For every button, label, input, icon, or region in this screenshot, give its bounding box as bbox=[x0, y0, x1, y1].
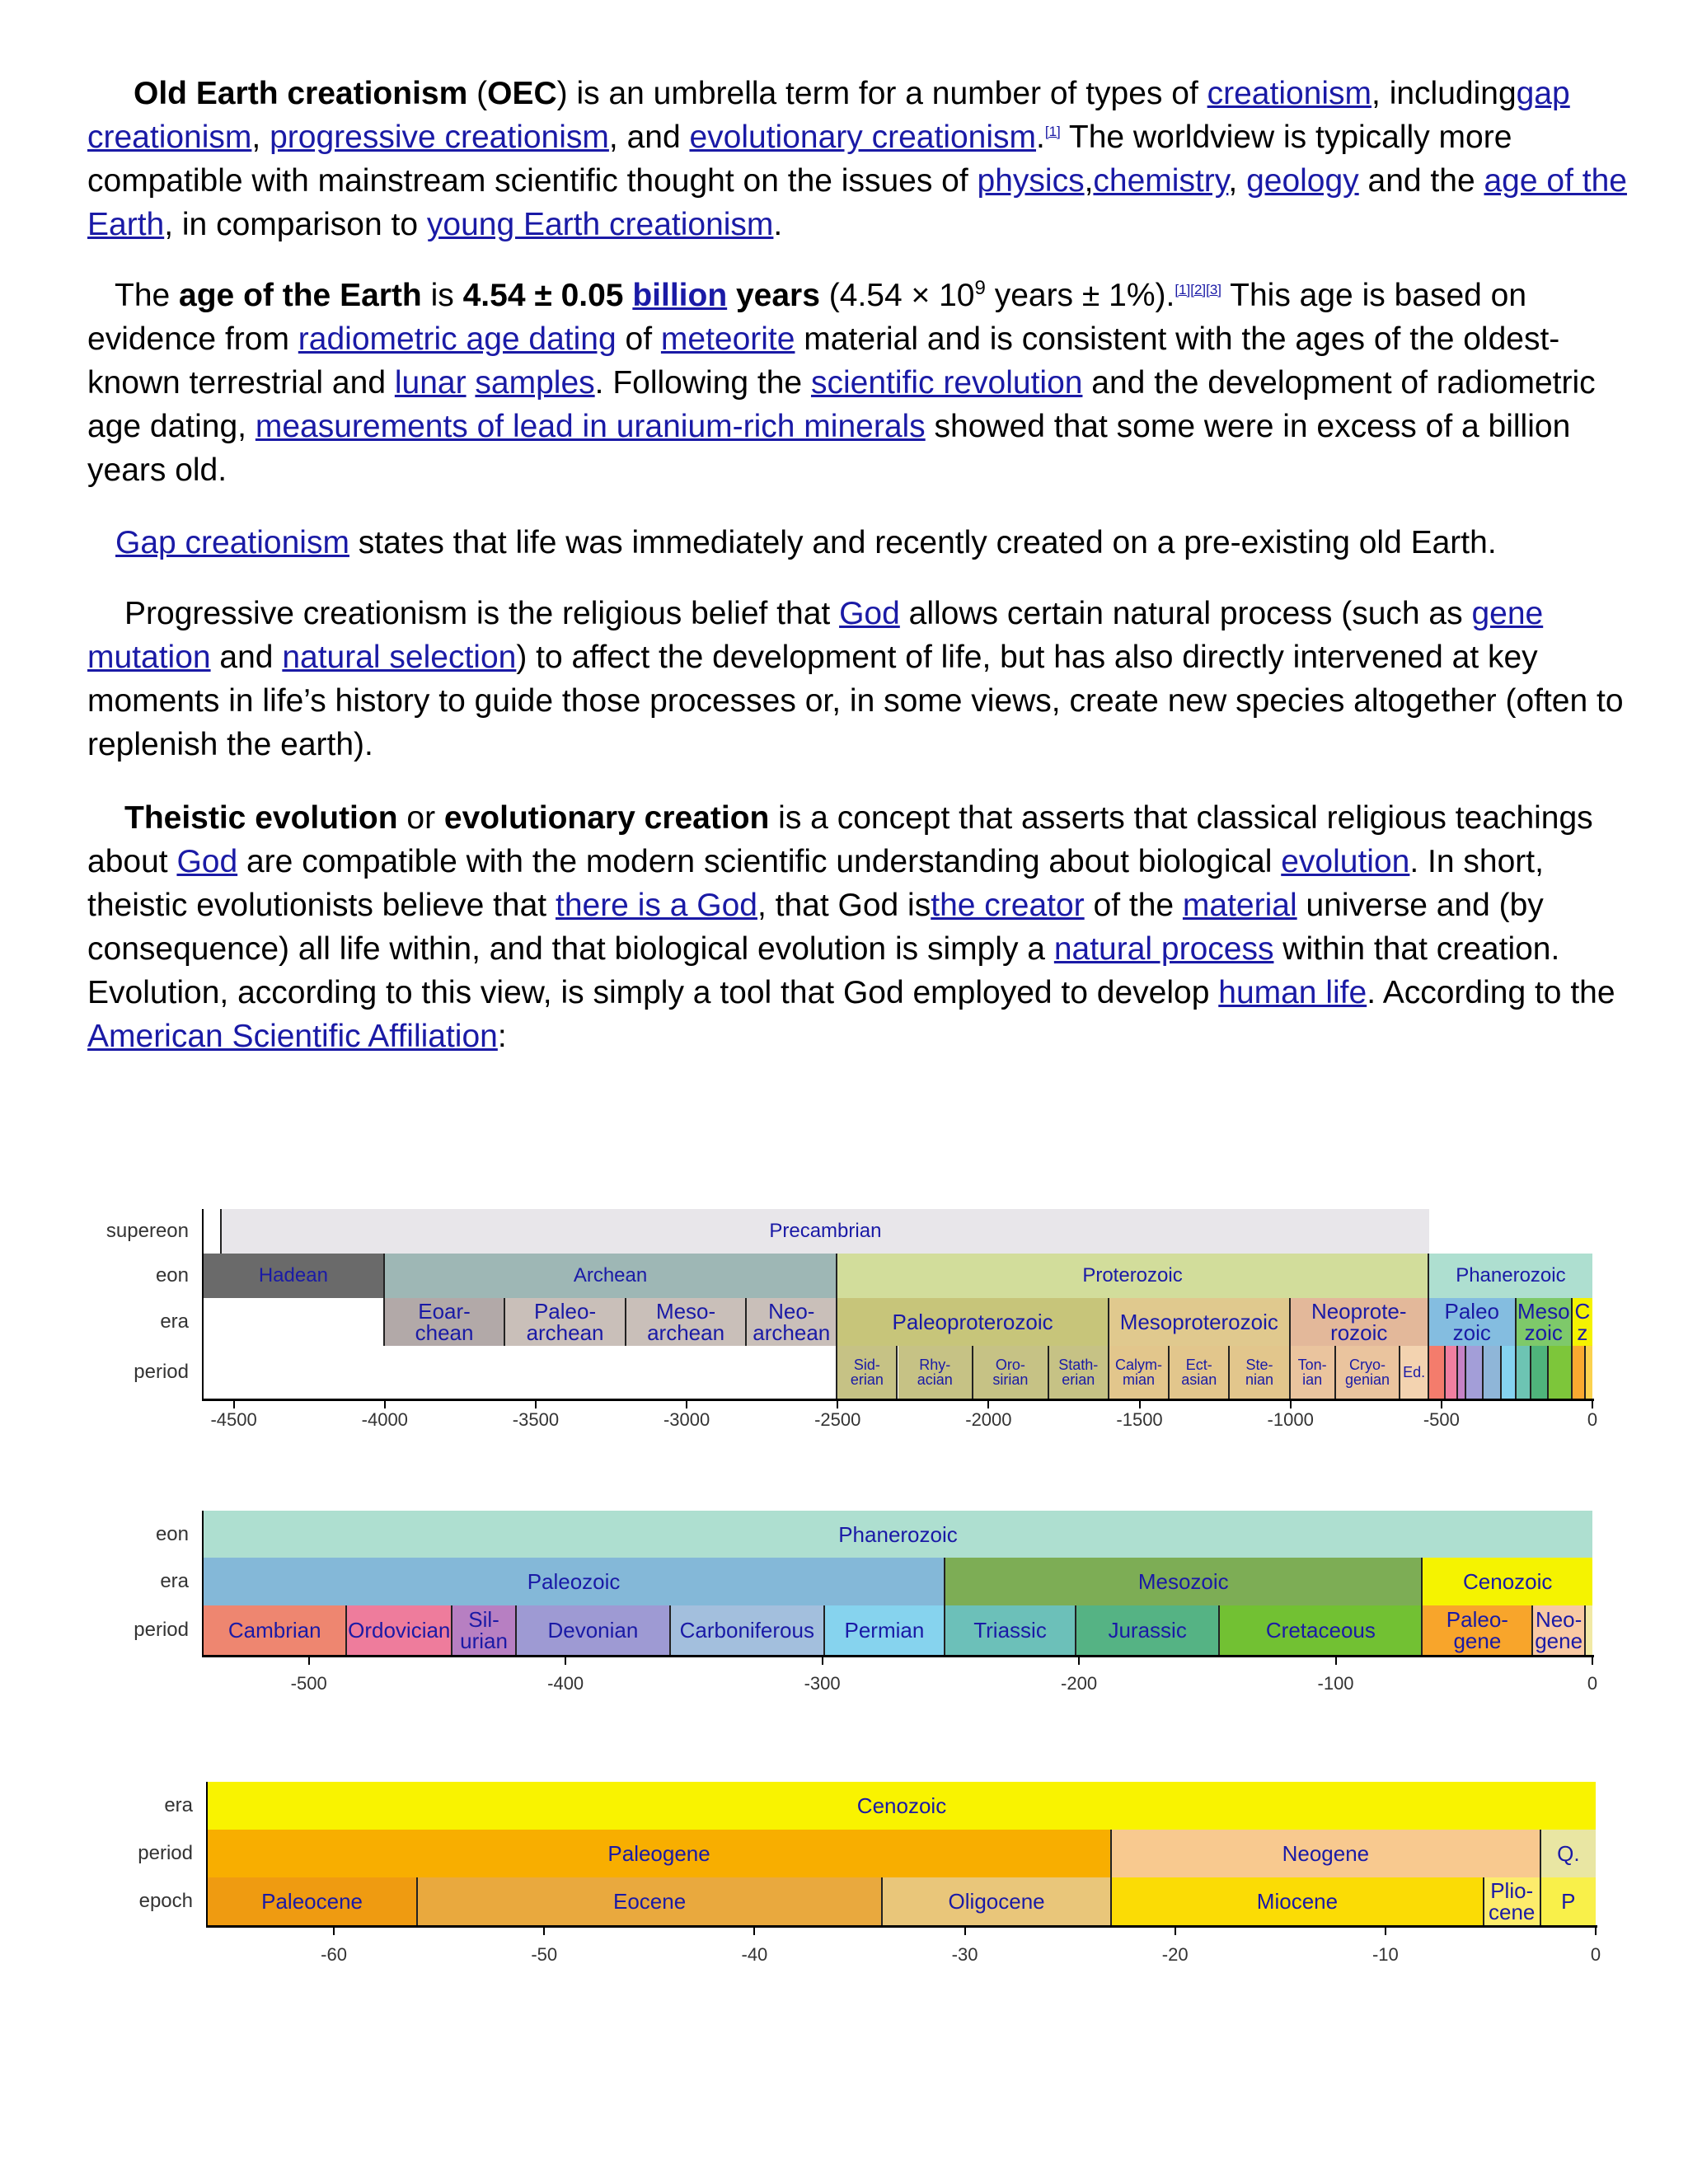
timeline-cell-sid-erian[interactable]: Sid- erian bbox=[837, 1346, 898, 1399]
tick-label: -2500 bbox=[814, 1409, 861, 1430]
row-label-eon: eon bbox=[155, 1264, 189, 1286]
link-gap-creationism-2[interactable]: Gap creationism bbox=[115, 525, 349, 560]
timeline-cell-neogene[interactable]: Neogene bbox=[1112, 1830, 1541, 1877]
timeline-cell-paleo-archean[interactable]: Paleo- archean bbox=[505, 1298, 626, 1346]
timeline-cell-stath-erian[interactable]: Stath- erian bbox=[1049, 1346, 1109, 1399]
link-american-scientific-affiliation[interactable]: American Scientific Affiliation bbox=[87, 1019, 498, 1054]
text: material and is consistent with the ages of the oldest-known terrestrial and bbox=[87, 321, 1560, 401]
link-god-2[interactable]: God bbox=[176, 844, 238, 879]
link-material[interactable]: material bbox=[1182, 888, 1297, 923]
text: (4.54 × 10 bbox=[819, 278, 975, 313]
row-label-period: period bbox=[138, 1842, 193, 1864]
timeline-cell-cryo-genian[interactable]: Cryo- genian bbox=[1336, 1346, 1401, 1399]
text: , bbox=[251, 120, 270, 155]
timeline-cell-meso-zoic[interactable]: Meso zoic bbox=[1517, 1298, 1573, 1346]
tick-mark bbox=[308, 1657, 310, 1665]
timeline-cell-neo-archean[interactable]: Neo- archean bbox=[747, 1298, 837, 1346]
tick-label: -60 bbox=[321, 1944, 347, 1965]
text: are compatible with the modern scientific understanding about biological bbox=[237, 844, 1282, 879]
timeline-cell-blank bbox=[204, 1209, 222, 1254]
timeline-cell-blank bbox=[204, 1346, 837, 1399]
tick-label: -3000 bbox=[663, 1409, 710, 1430]
term-age-value: 4.54 ± 0.05 bbox=[462, 278, 633, 313]
timeline-cell-cambrian[interactable]: Cambrian bbox=[204, 1605, 347, 1655]
text: . In short, theistic evolutionists believe that bbox=[87, 844, 1544, 923]
timeline-cell-ste-nian[interactable]: Ste- nian bbox=[1230, 1346, 1290, 1399]
tick-mark bbox=[1290, 1400, 1292, 1408]
link-geology[interactable]: geology bbox=[1246, 163, 1359, 199]
text: , bbox=[1084, 163, 1094, 199]
tick-label: -300 bbox=[804, 1673, 841, 1694]
link-radiometric-age-dating[interactable]: radiometric age dating bbox=[298, 321, 617, 357]
timeline-cell-blank bbox=[204, 1298, 385, 1346]
link-physics[interactable]: physics bbox=[977, 163, 1085, 199]
link-evolutionary-creationism[interactable]: evolutionary creationism bbox=[689, 120, 1037, 155]
text: , and bbox=[608, 120, 690, 155]
timeline-cell-p[interactable]: P bbox=[1541, 1877, 1596, 1925]
timeline-cell-miocene[interactable]: Miocene bbox=[1112, 1877, 1484, 1925]
tick-label: -30 bbox=[951, 1944, 978, 1965]
timeline-cell-oligocene[interactable]: Oligocene bbox=[883, 1877, 1112, 1925]
timeline-cell-cenozoic[interactable]: Cenozoic bbox=[208, 1782, 1596, 1830]
link-scientific-revolution[interactable]: scientific revolution bbox=[810, 365, 1083, 401]
timeline-cell-precambrian[interactable]: Precambrian bbox=[222, 1209, 1429, 1254]
link-there-is-a-god[interactable]: there is a God bbox=[555, 888, 757, 923]
tick-mark bbox=[1592, 1657, 1593, 1665]
text: and bbox=[210, 640, 283, 675]
citation-1[interactable]: [1] bbox=[1044, 124, 1061, 139]
text: is bbox=[421, 278, 463, 313]
tick-mark bbox=[753, 1927, 755, 1935]
term-old-earth-creationism: Old Earth creationism bbox=[134, 76, 468, 111]
timeline-cell-cenozoic[interactable]: Cenozoic bbox=[1423, 1558, 1592, 1605]
timeline-cell-proterozoic[interactable]: Proterozoic bbox=[837, 1254, 1429, 1298]
timeline-cell-cretaceous[interactable]: Cretaceous bbox=[1220, 1605, 1423, 1655]
tick-label: -1500 bbox=[1116, 1409, 1163, 1430]
tick-label: -200 bbox=[1061, 1673, 1098, 1694]
text bbox=[467, 365, 476, 401]
tick-label: 0 bbox=[1590, 1944, 1601, 1965]
row-label-epoch: epoch bbox=[138, 1890, 193, 1912]
text: . bbox=[1036, 120, 1045, 155]
text: or bbox=[397, 800, 444, 836]
timeline-cell-hadean[interactable]: Hadean bbox=[204, 1254, 385, 1298]
link-progressive-creationism[interactable]: progressive creationism bbox=[270, 120, 609, 155]
link-age-of-the-earth[interactable]: age of the Earth bbox=[87, 163, 1627, 242]
text: , bbox=[1228, 163, 1247, 199]
tick-label: -500 bbox=[290, 1673, 327, 1694]
link-human-life[interactable]: human life bbox=[1218, 975, 1367, 1010]
row-label-era: era bbox=[160, 1570, 189, 1592]
link-god[interactable]: God bbox=[839, 596, 900, 631]
timeline-cell-blank bbox=[1586, 1605, 1592, 1655]
timeline-cell-paleo-gene[interactable]: Paleo- gene bbox=[1423, 1605, 1533, 1655]
timeline-cell-rhy-acian[interactable]: Rhy- acian bbox=[898, 1346, 974, 1399]
link-natural-selection[interactable]: natural selection bbox=[282, 640, 517, 675]
timeline-cell-mesoproterozoic[interactable]: Mesoproterozoic bbox=[1109, 1298, 1291, 1346]
row-label-era: era bbox=[164, 1794, 193, 1816]
link-chemistry[interactable]: chemistry bbox=[1093, 163, 1229, 199]
timeline-cell-mesozoic[interactable]: Mesozoic bbox=[945, 1558, 1423, 1605]
link-evolution[interactable]: evolution bbox=[1281, 844, 1410, 879]
tick-mark bbox=[837, 1400, 838, 1408]
timeline-cell-blank bbox=[1586, 1346, 1592, 1399]
row-label-era: era bbox=[160, 1310, 189, 1333]
tick-mark bbox=[384, 1400, 386, 1408]
timeline-cell-meso-archean[interactable]: Meso- archean bbox=[626, 1298, 748, 1346]
axis-left-line bbox=[202, 1209, 204, 1399]
tick-mark bbox=[543, 1927, 545, 1935]
text: , that God is bbox=[757, 888, 931, 923]
axis-left-line bbox=[202, 1511, 204, 1655]
text: ) is an umbrella term for a number of types of bbox=[556, 76, 1207, 111]
timeline-cell-blank bbox=[1549, 1346, 1573, 1399]
timeline-cell-calym-mian[interactable]: Calym- mian bbox=[1109, 1346, 1170, 1399]
text: . bbox=[773, 207, 783, 242]
timeline-cell-ton-ian[interactable]: Ton- ian bbox=[1291, 1346, 1336, 1399]
timeline-cell-plio-cene[interactable]: Plio- cene bbox=[1484, 1877, 1541, 1925]
text: states that life was immediately and recently created on a pre-existing old Earth. bbox=[349, 525, 1497, 560]
timeline-cell-blank bbox=[1484, 1346, 1502, 1399]
timeline-cell-paleozoic[interactable]: Paleozoic bbox=[204, 1558, 945, 1605]
text: This age is based on evidence from bbox=[87, 278, 1527, 357]
axis-left-line bbox=[206, 1782, 208, 1925]
term-years: years bbox=[727, 278, 820, 313]
tick-mark bbox=[1139, 1400, 1141, 1408]
tick-mark bbox=[535, 1400, 537, 1408]
text: is a concept that asserts that classical religious teachings about bbox=[87, 800, 1593, 879]
timeline-cell-neoprote-rozoic[interactable]: Neoprote- rozoic bbox=[1291, 1298, 1429, 1346]
timeline-cell-permian[interactable]: Permian bbox=[825, 1605, 945, 1655]
tick-label: -100 bbox=[1317, 1673, 1354, 1694]
timeline-cell-phanerozoic[interactable]: Phanerozoic bbox=[1429, 1254, 1592, 1298]
term-oec: OEC bbox=[487, 76, 557, 111]
tick-mark bbox=[565, 1657, 566, 1665]
tick-label: -2000 bbox=[965, 1409, 1012, 1430]
timeline-cell-blank bbox=[1446, 1346, 1458, 1399]
tick-mark bbox=[1335, 1657, 1337, 1665]
tick-mark bbox=[1441, 1400, 1442, 1408]
paragraph-age-of-earth bbox=[87, 274, 1637, 492]
text: and the bbox=[1358, 163, 1484, 199]
text: , in comparison to bbox=[164, 207, 427, 242]
time-axis bbox=[206, 1925, 1597, 1928]
term-evolutionary-creation: evolutionary creation bbox=[443, 800, 770, 836]
text: Progressive creationism is the religious belief that bbox=[124, 596, 840, 631]
timeline-cell-paleogene[interactable]: Paleogene bbox=[208, 1830, 1112, 1877]
timeline-cell-ordovician[interactable]: Ordovician bbox=[347, 1605, 452, 1655]
term-theistic-evolution: Theistic evolution bbox=[124, 800, 398, 836]
tick-label: -400 bbox=[547, 1673, 584, 1694]
timeline-cell-paleoproterozoic[interactable]: Paleoproterozoic bbox=[837, 1298, 1109, 1346]
tick-label: -10 bbox=[1372, 1944, 1399, 1965]
timeline-cell-paleo-zoic[interactable]: Paleo zoic bbox=[1429, 1298, 1517, 1346]
timeline-cell-ed-[interactable]: Ed. bbox=[1400, 1346, 1428, 1399]
tick-label: 0 bbox=[1587, 1409, 1598, 1430]
citations-1-2-3[interactable]: [1][2][3] bbox=[1175, 282, 1222, 298]
tick-label: -3500 bbox=[512, 1409, 560, 1430]
text: showed that some were in excess of a billion years old. bbox=[87, 409, 1571, 488]
tick-label: -50 bbox=[531, 1944, 558, 1965]
row-label-period: period bbox=[134, 1361, 189, 1383]
tick-mark bbox=[1078, 1657, 1080, 1665]
paragraph-progressive-creationism bbox=[87, 592, 1637, 766]
text: The worldview is typically more compatible with mainstream scientific thought on the issues of bbox=[87, 120, 1512, 199]
timeline-cell-blank bbox=[1466, 1346, 1484, 1399]
tick-mark bbox=[964, 1927, 966, 1935]
text: ( bbox=[467, 76, 488, 111]
tick-label: -40 bbox=[741, 1944, 768, 1965]
timeline-cell-c-z[interactable]: C z bbox=[1573, 1298, 1592, 1346]
tick-label: 0 bbox=[1587, 1673, 1598, 1694]
timeline-cell-blank bbox=[1502, 1346, 1516, 1399]
tick-mark bbox=[233, 1400, 235, 1408]
timeline-cell-blank bbox=[1573, 1346, 1586, 1399]
timeline-cell-blank bbox=[1531, 1346, 1549, 1399]
link-natural-process[interactable]: natural process bbox=[1053, 931, 1274, 967]
tick-mark bbox=[987, 1400, 989, 1408]
tick-mark bbox=[1592, 1400, 1593, 1408]
timeline-cell-devonian[interactable]: Devonian bbox=[517, 1605, 671, 1655]
timeline-cell-jurassic[interactable]: Jurassic bbox=[1076, 1605, 1220, 1655]
text: ) to affect the development of life, but has also directly intervened at key moments in life’s history to guide those processes or, in some views, create new species altogether (often to replenish the earth). bbox=[87, 640, 1624, 762]
tick-mark bbox=[333, 1927, 335, 1935]
text: and the development of radiometric age dating, bbox=[87, 365, 1596, 444]
timeline-cell-blank bbox=[1429, 1346, 1447, 1399]
timeline-cell-blank bbox=[1517, 1346, 1532, 1399]
timeline-cell-ect-asian[interactable]: Ect- asian bbox=[1170, 1346, 1230, 1399]
tick-label: -20 bbox=[1161, 1944, 1189, 1965]
timeline-cell-sil-urian[interactable]: Sil- urian bbox=[452, 1605, 517, 1655]
text: of bbox=[616, 321, 661, 357]
timeline-cell-paleocene[interactable]: Paleocene bbox=[208, 1877, 418, 1925]
tick-label: -4500 bbox=[210, 1409, 257, 1430]
exponent: 9 bbox=[974, 277, 986, 299]
paragraph-oec bbox=[87, 72, 1637, 246]
text: . Following the bbox=[594, 365, 811, 401]
row-label-period: period bbox=[134, 1619, 189, 1641]
text: years ± 1%). bbox=[985, 278, 1175, 313]
time-axis bbox=[202, 1655, 1594, 1657]
text: of the bbox=[1084, 888, 1183, 923]
link-lunar[interactable]: lunar bbox=[394, 365, 467, 401]
link-creationism[interactable]: creationism bbox=[1207, 76, 1372, 111]
text: : bbox=[497, 1019, 507, 1054]
tick-mark bbox=[1175, 1927, 1176, 1935]
row-label-eon: eon bbox=[155, 1522, 189, 1545]
tick-mark bbox=[1595, 1927, 1597, 1935]
timeline-cell-eocene[interactable]: Eocene bbox=[418, 1877, 883, 1925]
text: The bbox=[115, 278, 180, 313]
timeline-cell-oro-sirian[interactable]: Oro- sirian bbox=[973, 1346, 1049, 1399]
text: within that creation. Evolution, according to this view, is simply a tool that God employed to develop bbox=[87, 931, 1560, 1010]
timeline-cell-q-[interactable]: Q. bbox=[1541, 1830, 1596, 1877]
tick-label: -1000 bbox=[1267, 1409, 1314, 1430]
timeline-cell-phanerozoic[interactable]: Phanerozoic bbox=[204, 1511, 1592, 1558]
tick-label: -500 bbox=[1423, 1409, 1460, 1430]
timeline-cell-triassic[interactable]: Triassic bbox=[945, 1605, 1076, 1655]
link-lead-measurements[interactable]: measurements of lead in uranium-rich minerals bbox=[255, 409, 926, 444]
timeline-cell-neo-gene[interactable]: Neo- gene bbox=[1533, 1605, 1586, 1655]
link-young-earth-creationism[interactable]: young Earth creationism bbox=[426, 207, 774, 242]
link-meteorite[interactable]: meteorite bbox=[660, 321, 795, 357]
tick-mark bbox=[822, 1657, 823, 1665]
link-the-creator[interactable]: the creator bbox=[931, 888, 1085, 923]
link-billion[interactable]: billion bbox=[632, 278, 728, 313]
text: allows certain natural process (such as bbox=[899, 596, 1472, 631]
timeline-cell-archean[interactable]: Archean bbox=[385, 1254, 837, 1298]
tick-label: -4000 bbox=[361, 1409, 408, 1430]
link-gene-mutation[interactable]: gene mutation bbox=[87, 596, 1544, 675]
tick-mark bbox=[1385, 1927, 1386, 1935]
link-samples[interactable]: samples bbox=[475, 365, 595, 401]
term-age-of-the-earth: age of the Earth bbox=[179, 278, 422, 313]
text: , including bbox=[1372, 76, 1517, 111]
row-label-supereon: supereon bbox=[106, 1220, 189, 1242]
timeline-cell-carboniferous[interactable]: Carboniferous bbox=[671, 1605, 825, 1655]
timeline-cell-blank bbox=[1458, 1346, 1465, 1399]
paragraph-gap-creationism bbox=[87, 521, 1637, 565]
text: . According to the bbox=[1367, 975, 1615, 1010]
paragraph-theistic-evolution bbox=[87, 796, 1637, 1058]
timeline-cell-eoar-chean[interactable]: Eoar- chean bbox=[385, 1298, 506, 1346]
tick-mark bbox=[686, 1400, 687, 1408]
link-gap-creationism[interactable]: gap creationism bbox=[87, 76, 1570, 155]
time-axis bbox=[202, 1399, 1594, 1401]
text: universe and (by consequence) all life within, and that biological evolution is simply a bbox=[87, 888, 1544, 967]
